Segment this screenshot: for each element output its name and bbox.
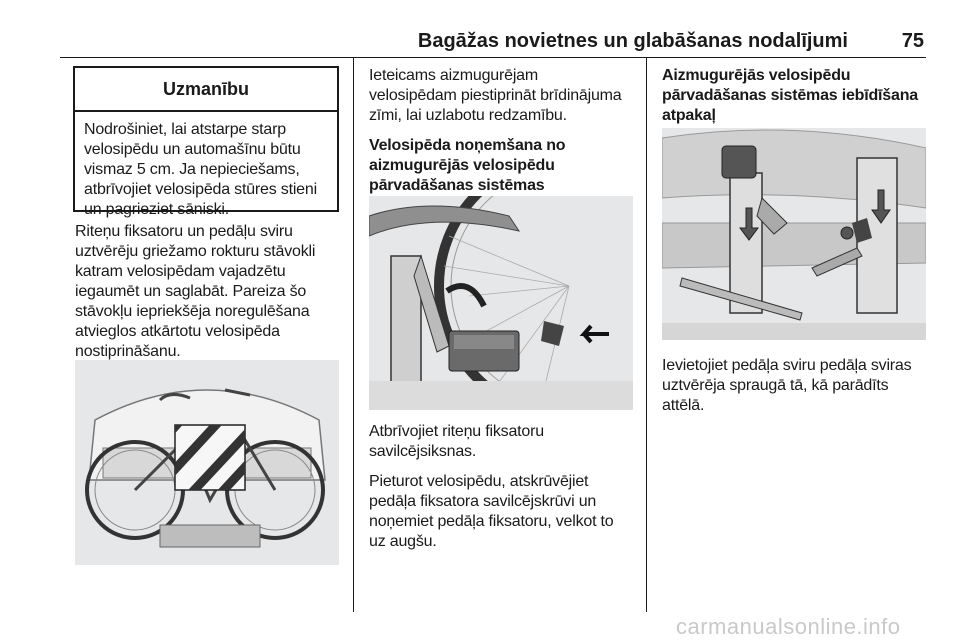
paragraph-line: Riteņu fiksatoru un pedāļu sviru bbox=[75, 223, 293, 240]
column-divider-2 bbox=[646, 57, 647, 612]
heading-line: aizmugurējās velosipēdu bbox=[369, 157, 555, 174]
paragraph-line: Ieteicams aizmugurējam bbox=[369, 67, 538, 84]
paragraph-line: uz augšu. bbox=[369, 533, 437, 550]
section-heading-push-back bbox=[662, 66, 932, 126]
warning-title: Uzmanību bbox=[75, 68, 337, 112]
column-2-top-text bbox=[369, 66, 639, 206]
paragraph bbox=[369, 66, 639, 126]
page-header-title: Bagāžas novietnes un glabāšanas nodalījumi bbox=[417, 30, 848, 52]
paragraph-line: uztvērēja spraugā tā, kā parādīts bbox=[662, 377, 889, 394]
bikes-on-carrier-svg bbox=[75, 360, 339, 565]
column-1-text bbox=[75, 222, 345, 362]
paragraph-line: Atbrīvojiet riteņu fiksatoru bbox=[369, 423, 544, 440]
paragraph bbox=[369, 472, 639, 552]
pedal-lever-slot-svg bbox=[662, 128, 926, 340]
warning-line: vismaz 5 cm. Ja nepieciešams, bbox=[84, 161, 300, 178]
paragraph-line: Pieturot velosipēdu, atskrūvējiet bbox=[369, 473, 589, 490]
illustration-pedal-lever-slot bbox=[662, 128, 926, 340]
paragraph-line: iegaumēt un saglabāt. Pareiza šo bbox=[75, 283, 307, 300]
warning-box bbox=[73, 66, 339, 218]
paragraph-line: nostiprināšanu. bbox=[75, 343, 181, 360]
paragraph-line: pedāļa fiksatora savilcējskrūvi un bbox=[369, 493, 597, 510]
heading-line: pārvadāšanas sistēmas iebīdīšana bbox=[662, 87, 918, 104]
footer-watermark-url: carmanualsonline.info bbox=[676, 614, 901, 639]
warning-text bbox=[75, 112, 337, 220]
illustration-pedal-clamp bbox=[369, 196, 633, 410]
page-number: 75 bbox=[901, 30, 924, 52]
paragraph-line: Ievietojiet pedāļa sviru pedāļa sviras bbox=[662, 357, 912, 374]
header-rule bbox=[60, 57, 926, 58]
paragraph-line: savilcējsiksnas. bbox=[369, 443, 477, 460]
paragraph-line: katram velosipēdam vajadzētu bbox=[75, 263, 286, 280]
paragraph-line: uztvērēju griežamo rokturu stāvokli bbox=[75, 243, 316, 260]
warning-line: atbrīvojiet velosipēda stūres stieni bbox=[84, 181, 317, 198]
warning-line: Nodrošiniet, lai atstarpe starp bbox=[84, 121, 286, 138]
illustration-bikes-on-carrier bbox=[75, 360, 339, 565]
section-heading-removal bbox=[369, 136, 639, 196]
heading-line: Velosipēda noņemšana no bbox=[369, 137, 566, 154]
column-divider-1 bbox=[353, 57, 354, 612]
heading-line: atpakaļ bbox=[662, 107, 716, 124]
column-3-heading bbox=[662, 66, 932, 136]
paragraph bbox=[369, 422, 639, 462]
pedal-clamp-svg bbox=[369, 196, 633, 410]
warning-line: un pagrieziet sāniski. bbox=[84, 201, 230, 218]
paragraph-line: attēlā. bbox=[662, 397, 705, 414]
paragraph-line: stāvokļu iepriekšēja noregulēšana bbox=[75, 303, 310, 320]
heading-line: Aizmugurējās velosipēdu bbox=[662, 67, 851, 84]
column-2-bottom-text bbox=[369, 422, 639, 562]
heading-line: pārvadāšanas sistēmas bbox=[369, 177, 545, 194]
paragraph-line: atvieglos atkārtotu velosipēda bbox=[75, 323, 280, 340]
warning-line: velosipēdu un automašīnu būtu bbox=[84, 141, 301, 158]
column-3-text bbox=[662, 356, 937, 416]
paragraph-line: zīmi, lai uzlabotu redzamību. bbox=[369, 107, 567, 124]
paragraph-line: noņemiet pedāļa fiksatoru, velkot to bbox=[369, 513, 614, 530]
paragraph-line: velosipēdam piestiprināt brīdinājuma bbox=[369, 87, 622, 104]
